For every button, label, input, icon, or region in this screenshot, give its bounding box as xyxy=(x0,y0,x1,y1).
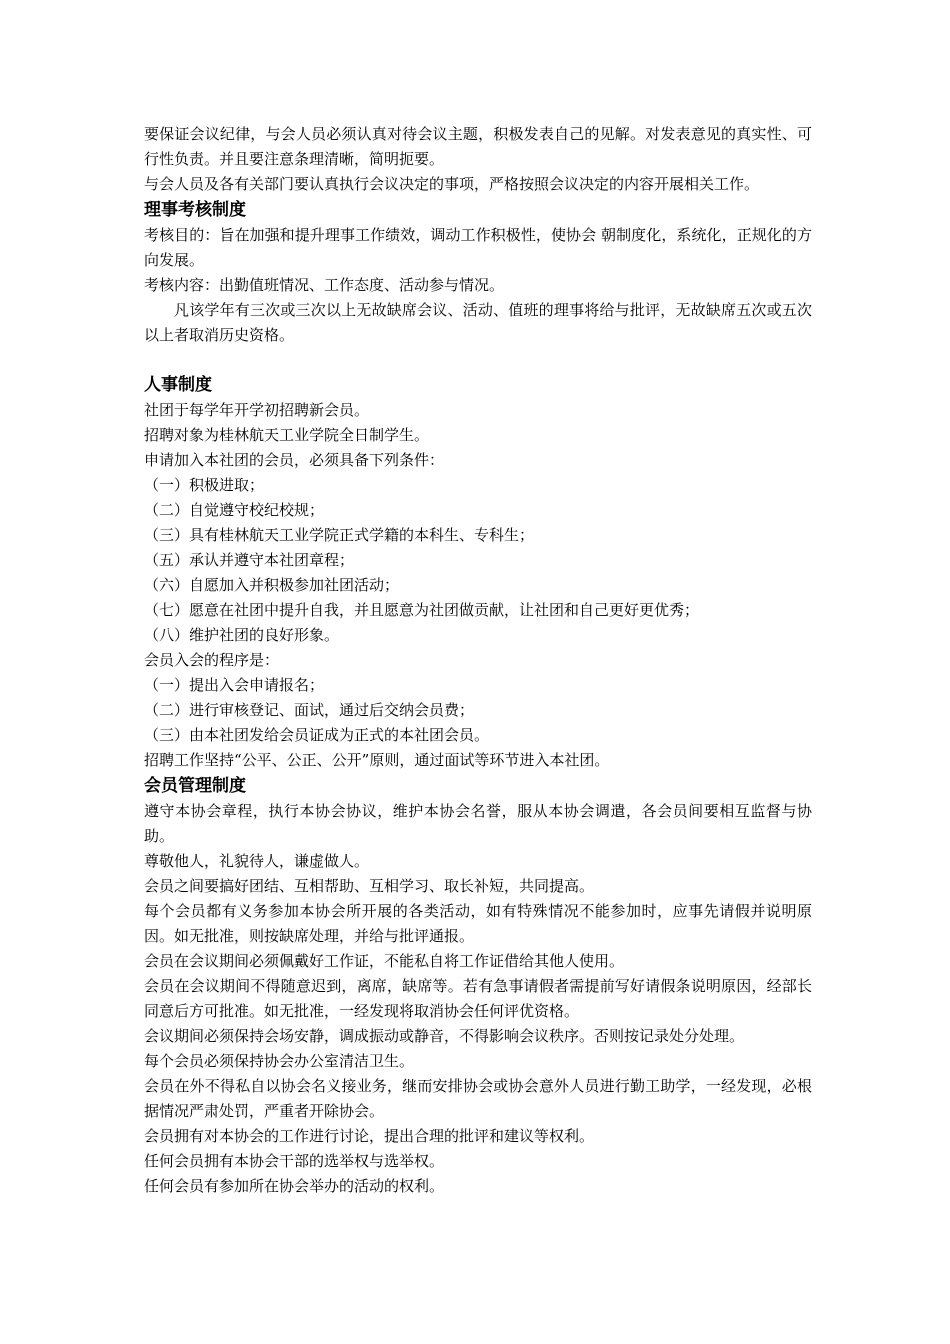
director-assessment-heading: 理事考核制度 xyxy=(144,200,246,220)
section-spacer xyxy=(144,348,812,372)
personnel-heading: 人事制度 xyxy=(144,375,212,395)
condition-item: （七）愿意在社团中提升自我，并且愿意为社团做贡献，让社团和自己更好更优秀； xyxy=(144,601,700,619)
member-rule: 每个会员都有义务参加本协会所开展的各类活动，如有特殊情况不能参加时，应事先请假并说明原因。如无批准，则按缺席处理，并给与批评通报。 xyxy=(144,902,812,945)
condition-item: （八）维护社团的良好形象。 xyxy=(144,626,340,644)
procedure-item: （二）进行审核登记、面试，通过后交纳会员费； xyxy=(144,701,475,719)
condition-item: （三）具有桂林航天工业学院正式学籍的本科生、专科生； xyxy=(144,526,535,544)
assessment-content: 考核内容：出勤值班情况、工作态度、活动参与情况。 xyxy=(144,276,505,294)
member-rule: 会员之间要搞好团结、互相帮助、互相学习、取长补短，共同提高。 xyxy=(144,877,595,895)
member-rule: 会议期间必须保持会场安静，调成振动或静音，不得影响会议秩序。否则按记录处分处理。 xyxy=(144,1027,745,1045)
condition-item: （二）自觉遵守校纪校规； xyxy=(144,501,325,519)
member-rule: 任何会员拥有本协会干部的选举权与选举权。 xyxy=(144,1152,445,1170)
personnel-line: 申请加入本社团的会员，必须具备下列条件： xyxy=(144,451,445,469)
member-rule: 遵守本协会章程，执行本协会协议，维护本协会名誉，服从本协会调遣，各会员间要相互监督与协助。 xyxy=(144,802,812,845)
member-rule: 会员拥有对本协会的工作进行讨论，提出合理的批评和建议等权利。 xyxy=(144,1127,595,1145)
intro-paragraph: 与会人员及各有关部门要认真执行会议决定的事项，严格按照会议决定的内容开展相关工作。 xyxy=(144,175,760,193)
member-rule: 尊敬他人，礼貌待人，谦虚做人。 xyxy=(144,852,370,870)
condition-item: （一）积极进取； xyxy=(144,476,265,494)
member-management-heading: 会员管理制度 xyxy=(144,776,246,796)
procedure-title: 会员入会的程序是： xyxy=(144,651,280,669)
member-rule: 会员在会议期间必须佩戴好工作证，不能私自将工作证借给其他人使用。 xyxy=(144,952,625,970)
condition-item: （六）自愿加入并积极参加社团活动； xyxy=(144,576,400,594)
intro-paragraph: 要保证会议纪律，与会人员必须认真对待会议主题，积极发表自己的见解。对发表意见的真实性、可行性负责。并且要注意条理清晰，简明扼要。 xyxy=(144,125,812,168)
member-rule: 会员在会议期间不得随意迟到，离席，缺席等。若有急事请假者需提前写好请假条说明原因，经部长同意后方可批准。如无批准，一经发现将取消协会任何评优资格。 xyxy=(144,977,812,1020)
condition-item: （五）承认并遵守本社团章程； xyxy=(144,551,355,569)
document-body xyxy=(144,122,812,1199)
procedure-item: （一）提出入会申请报名； xyxy=(144,676,325,694)
assessment-purpose: 考核目的：旨在加强和提升理事工作绩效，调动工作积极性，使协会 朝制度化，系统化，正规化的方向发展。 xyxy=(144,226,812,269)
member-rule: 任何会员有参加所在协会举办的活动的权利。 xyxy=(144,1177,445,1195)
procedure-item: （三）由本社团发给会员证成为正式的本社团会员。 xyxy=(144,726,490,744)
assessment-rule: 凡该学年有三次或三次以上无故缺席会议、活动、值班的理事将给与批评，无故缺席五次或五次以上者取消历史资格。 xyxy=(144,301,812,344)
personnel-line: 社团于每学年开学初招聘新会员。 xyxy=(144,401,370,419)
member-rule: 会员在外不得私自以协会名义接业务，继而安排协会或协会意外人员进行勤工助学，一经发现，必根据情况严肃处罚，严重者开除协会。 xyxy=(144,1077,812,1120)
personnel-line: 招聘对象为桂林航天工业学院全日制学生。 xyxy=(144,426,430,444)
member-rule: 每个会员必须保持协会办公室清洁卫生。 xyxy=(144,1052,415,1070)
recruitment-principle: 招聘工作坚持“公平、公正、公开”原则，通过面试等环节进入本社团。 xyxy=(144,751,610,769)
